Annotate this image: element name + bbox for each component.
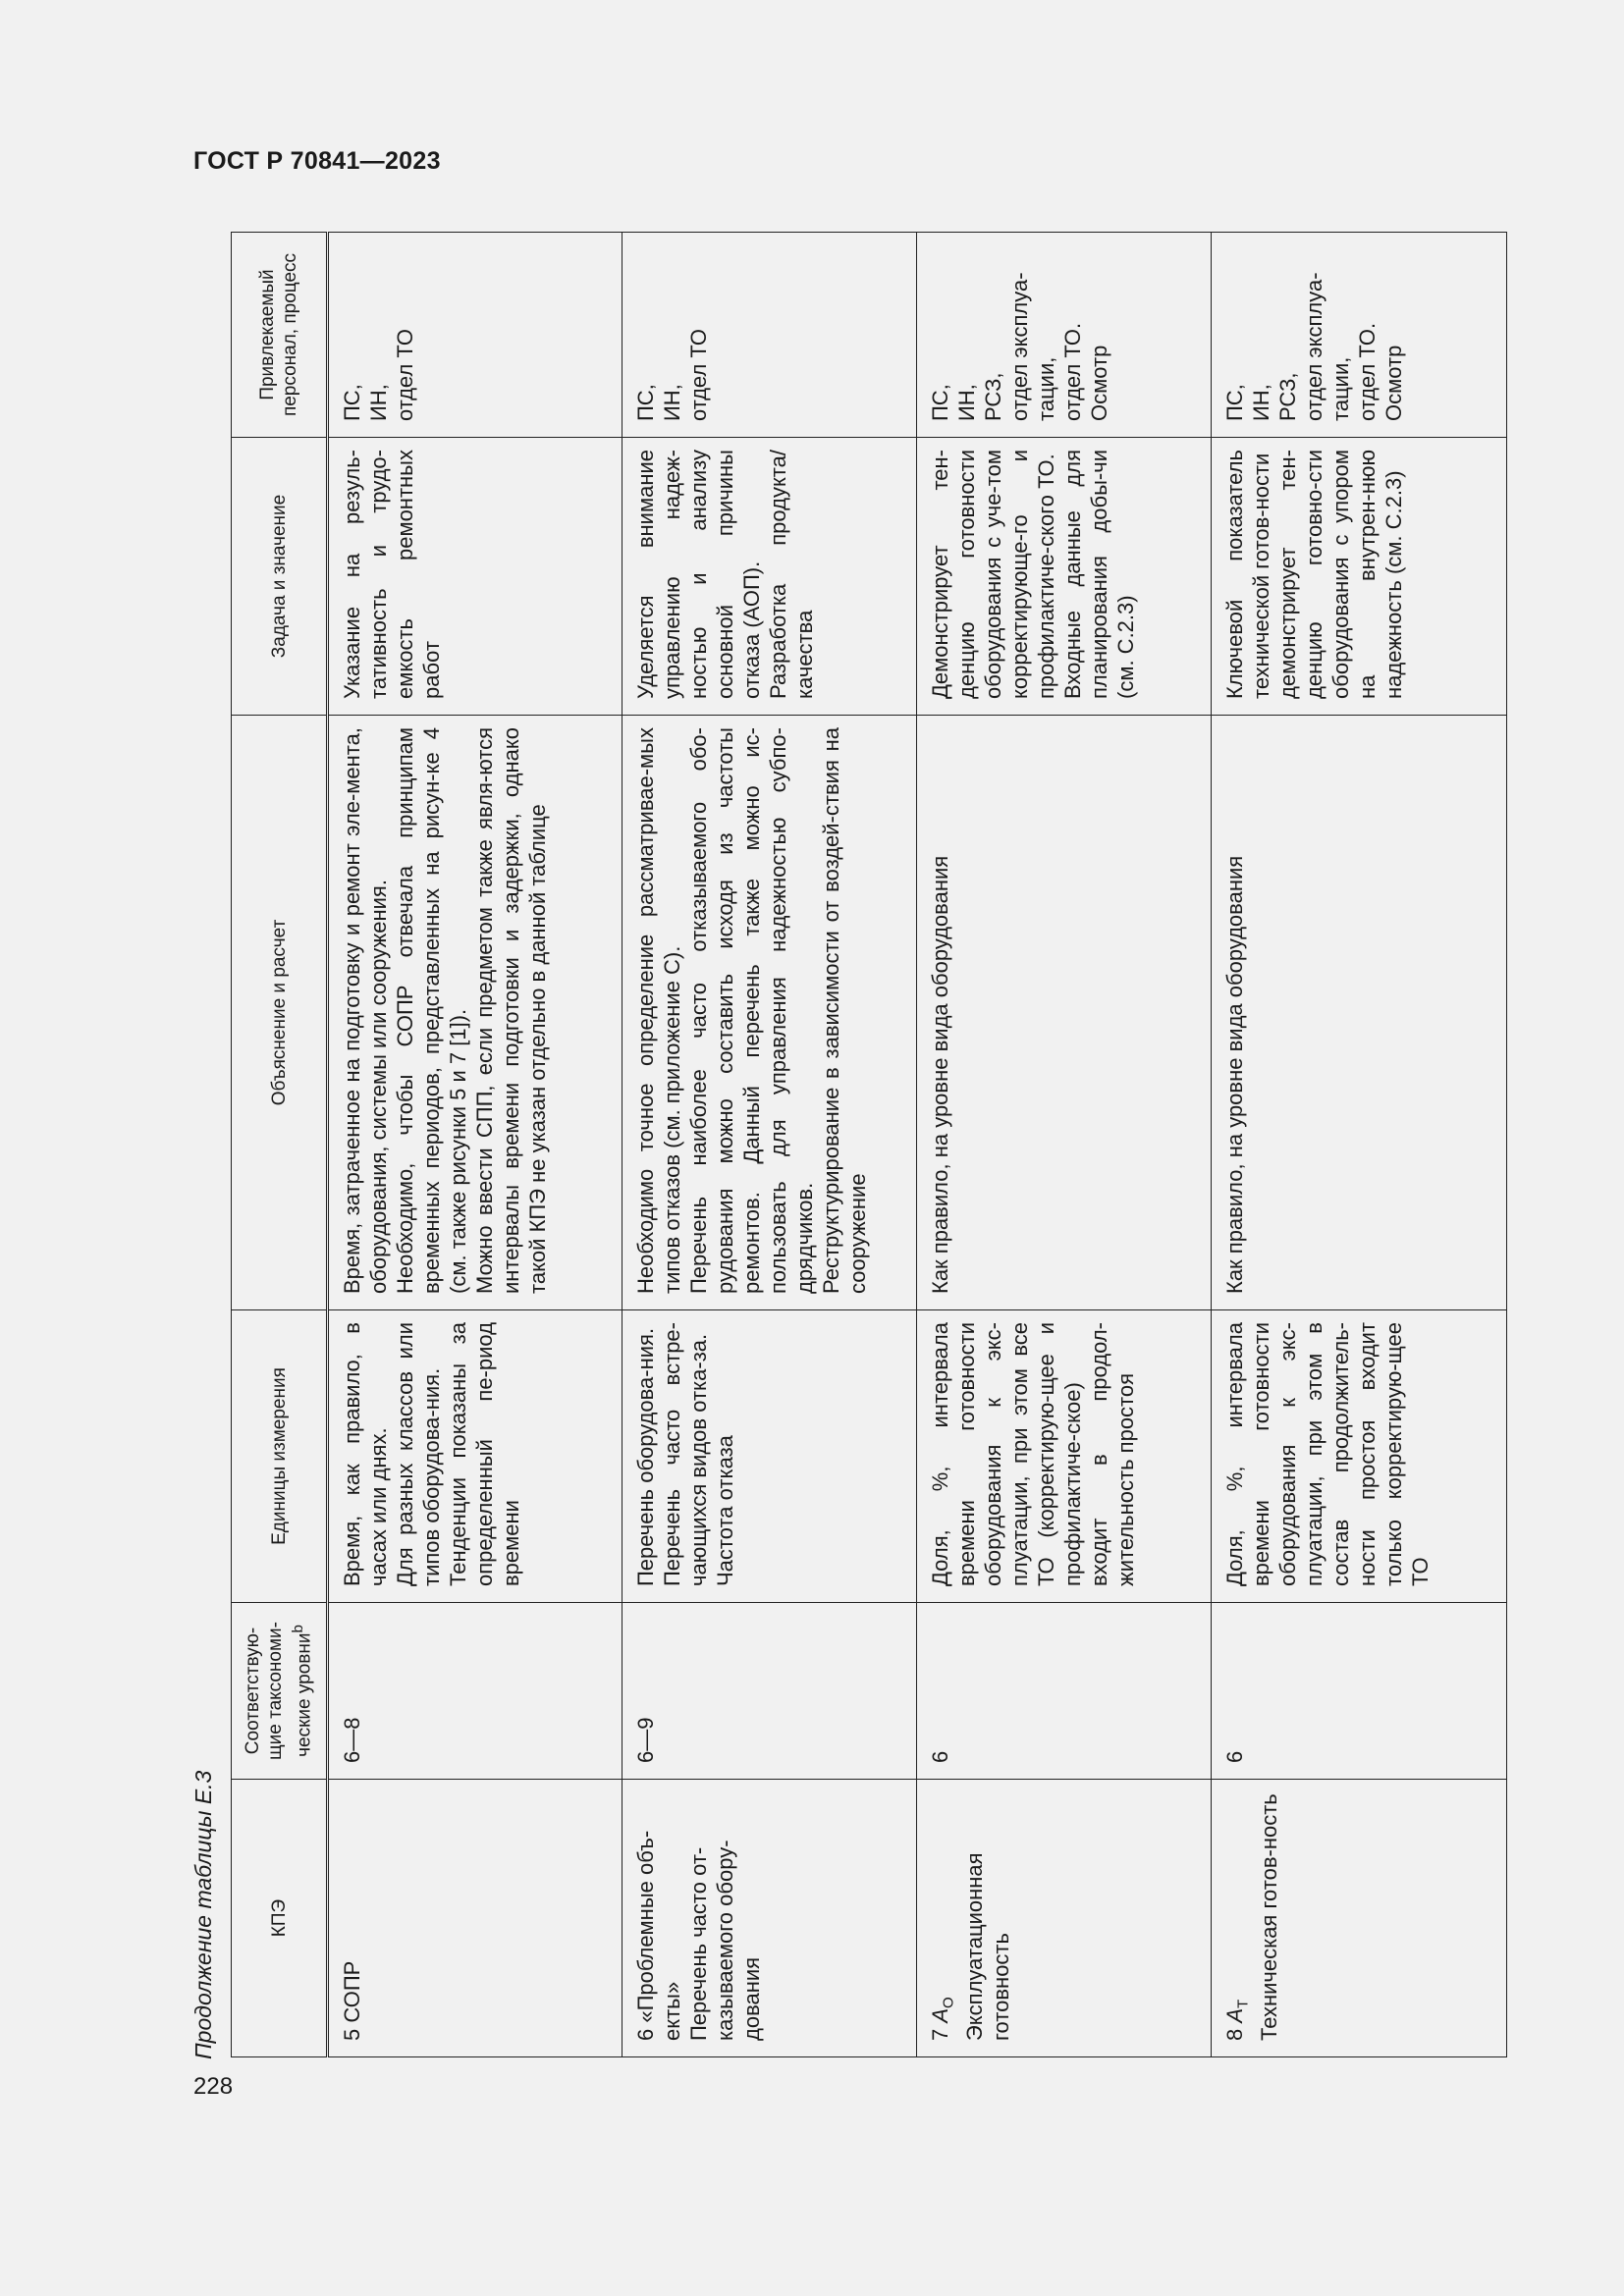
explanation-line: Необходимо, чтобы СОПР отвечала принципам временных периодов, представленных на рисун-ке 4 (см. также рисунки 5 и 7 [1]). — [393, 727, 470, 1294]
col-header-levels-text: Соответствую-щие таксономи-ческие уровни — [243, 1622, 315, 1761]
table-row — [623, 233, 917, 2057]
cell-levels: 6—8 — [328, 1603, 623, 1780]
cell-personnel — [623, 233, 917, 438]
explanation-line: Реструктурирование в зависимости от воздей-ствия на сооружение — [819, 727, 870, 1294]
cell-levels: 6—9 — [623, 1603, 917, 1780]
units-line: Время, как правило, в часах или днях. — [340, 1322, 391, 1586]
kpe-symbol: A — [1222, 2007, 1247, 2023]
cell-units — [328, 1310, 623, 1603]
personnel-line: ИН, — [954, 384, 979, 421]
cell-kpe — [917, 1780, 1212, 2057]
table-header-row — [232, 233, 328, 2057]
col-header-units: Единицы измерения — [232, 1310, 328, 1603]
table-caption: Продолжение таблицы Е.3 — [190, 1770, 216, 2059]
kpe-symbol-subscript: T — [1234, 1999, 1252, 2008]
kpe-symbol: A — [928, 2007, 952, 2023]
explanation-line: Как правило, на уровне вида оборудования — [1222, 855, 1247, 1294]
kpi-table — [231, 232, 1507, 2057]
kpe-name: 5 СОПР — [340, 1960, 364, 2041]
explanation-line: Время, затраченное на подготовку и ремонт эле-мента, оборудования, системы или сооружения. — [340, 727, 391, 1294]
kpe-number: 8 — [1222, 2028, 1247, 2041]
task-line: Уделяется внимание управлению надеж-ностью и анализу основной причины отказа (АОП). — [633, 450, 764, 699]
task-line: Демонстрирует тен-денцию готовности оборудования с уче-том корректирующе-го и профилактиче-ского ТО. — [928, 450, 1058, 699]
personnel-line: ПС, — [340, 384, 364, 421]
rotated-table-container — [231, 233, 1507, 2057]
cell-units — [1212, 1310, 1507, 1603]
cell-explanation — [623, 716, 917, 1310]
kpe-symbol-subscript: O — [940, 1997, 957, 2008]
cell-units — [623, 1310, 917, 1603]
cell-task — [917, 438, 1212, 716]
personnel-line: ПС, — [633, 384, 658, 421]
personnel-line: отдел эксплуа-тации, — [1302, 272, 1353, 421]
explanation-line: Необходимо точное определение рассматривае-мых типов отказов (см. приложение С). — [633, 727, 684, 1294]
personnel-line: ИН, — [660, 384, 684, 421]
units-line: Доля, %, интервала времени готовности оборудования к экс-плуатации, при этом все ТО (корректирую-щее и профилактиче-ское) входит в продол-жительность простоя — [928, 1322, 1138, 1586]
units-line: Перечень оборудова-ния. — [633, 1327, 658, 1586]
table-row — [917, 233, 1212, 2057]
units-line: Доля, %, интервала времени готовности оборудования к экс-плуатации, при этом в состав продолжитель-ности простоя входит только корректирую-щее ТО — [1222, 1322, 1433, 1586]
cell-units — [917, 1310, 1212, 1603]
kpe-symbol-line — [927, 1791, 961, 2041]
personnel-line: отдел эксплуа-тации, — [1007, 272, 1058, 421]
cell-personnel — [328, 233, 623, 438]
footnote-mark: b — [290, 1625, 307, 1633]
personnel-line: ПС, — [928, 384, 952, 421]
task-line: Разработка продукта/качества — [766, 450, 817, 699]
task-line: Указание на резуль-тативность и трудо-емкость ремонтных работ — [340, 450, 444, 699]
units-line: Для разных классов или типов оборудова-ния. — [393, 1322, 444, 1586]
personnel-line: РСЗ, — [981, 372, 1005, 421]
personnel-line: ПС, — [1222, 384, 1247, 421]
personnel-line: ИН, — [366, 384, 391, 421]
kpe-name: Техническая готов-ность — [1257, 1793, 1282, 2041]
personnel-line: отдел ТО — [393, 329, 417, 421]
units-line: Перечень часто встре-чающихся видов отка-за. — [660, 1322, 711, 1586]
explanation-line: Как правило, на уровне вида оборудования — [928, 855, 952, 1294]
col-header-kpe: КПЭ — [232, 1780, 328, 2057]
cell-explanation — [328, 716, 623, 1310]
personnel-line: Осмотр — [1381, 345, 1406, 421]
col-header-explanation: Объяснение и расчет — [232, 716, 328, 1310]
col-header-levels — [232, 1603, 328, 1780]
kpe-description: Перечень часто от-казываемого обору-дования — [686, 1840, 764, 2041]
cell-levels: 6 — [917, 1603, 1212, 1780]
personnel-line: отдел ТО — [686, 329, 711, 421]
cell-kpe — [1212, 1780, 1507, 2057]
page-number: 228 — [193, 2073, 234, 2100]
explanation-line: Перечень наиболее часто отказываемого обо-рудования можно составить исходя из частоты ремонтов. Данный перечень также можно ис-пользовать для управления надежностью субпо-дрядчиков. — [686, 727, 817, 1294]
personnel-line: отдел ТО. — [1355, 322, 1380, 421]
task-line: Входные данные для планирования добы-чи (см. С.2.3) — [1060, 450, 1138, 699]
cell-explanation — [917, 716, 1212, 1310]
table-row — [328, 233, 623, 2057]
cell-personnel — [1212, 233, 1507, 438]
explanation-line: Можно ввести СПП, если предметом также явля-ются интервалы времени подготовки и задержки, однако такой КПЭ не указан отдельно в данной таблице — [472, 727, 550, 1294]
cell-kpe — [328, 1780, 623, 2057]
cell-kpe — [623, 1780, 917, 2057]
document-header: ГОСТ Р 70841—2023 — [193, 147, 441, 175]
cell-explanation — [1212, 716, 1507, 1310]
col-header-personnel: Привлекаемый персонал, процесс — [232, 233, 328, 438]
cell-task — [1212, 438, 1507, 716]
kpe-symbol-line — [1221, 1791, 1256, 2041]
cell-levels: 6 — [1212, 1603, 1507, 1780]
col-header-task: Задача и значение — [232, 438, 328, 716]
kpe-name: 6 «Проблемные объ-екты» — [633, 1830, 684, 2041]
units-line: Тенденции показаны за определенный пе-риод времени — [446, 1322, 523, 1586]
units-line: Частота отказа — [713, 1435, 737, 1586]
personnel-line: ИН, — [1249, 384, 1273, 421]
table-row — [1212, 233, 1507, 2057]
personnel-line: РСЗ, — [1275, 372, 1300, 421]
personnel-line: Осмотр — [1087, 345, 1111, 421]
task-line: демонстрирует тен-денцию готовно-сти оборудования с упором на внутрен-нюю надежность (см. С.2.3) — [1275, 450, 1406, 699]
cell-task — [328, 438, 623, 716]
kpe-number: 7 — [928, 2028, 952, 2041]
kpe-name: Эксплуатационная готовность — [962, 1852, 1014, 2041]
task-line: Ключевой показатель технической готов-ности — [1222, 450, 1273, 699]
cell-personnel — [917, 233, 1212, 438]
personnel-line: отдел ТО. — [1060, 322, 1085, 421]
cell-task — [623, 438, 917, 716]
